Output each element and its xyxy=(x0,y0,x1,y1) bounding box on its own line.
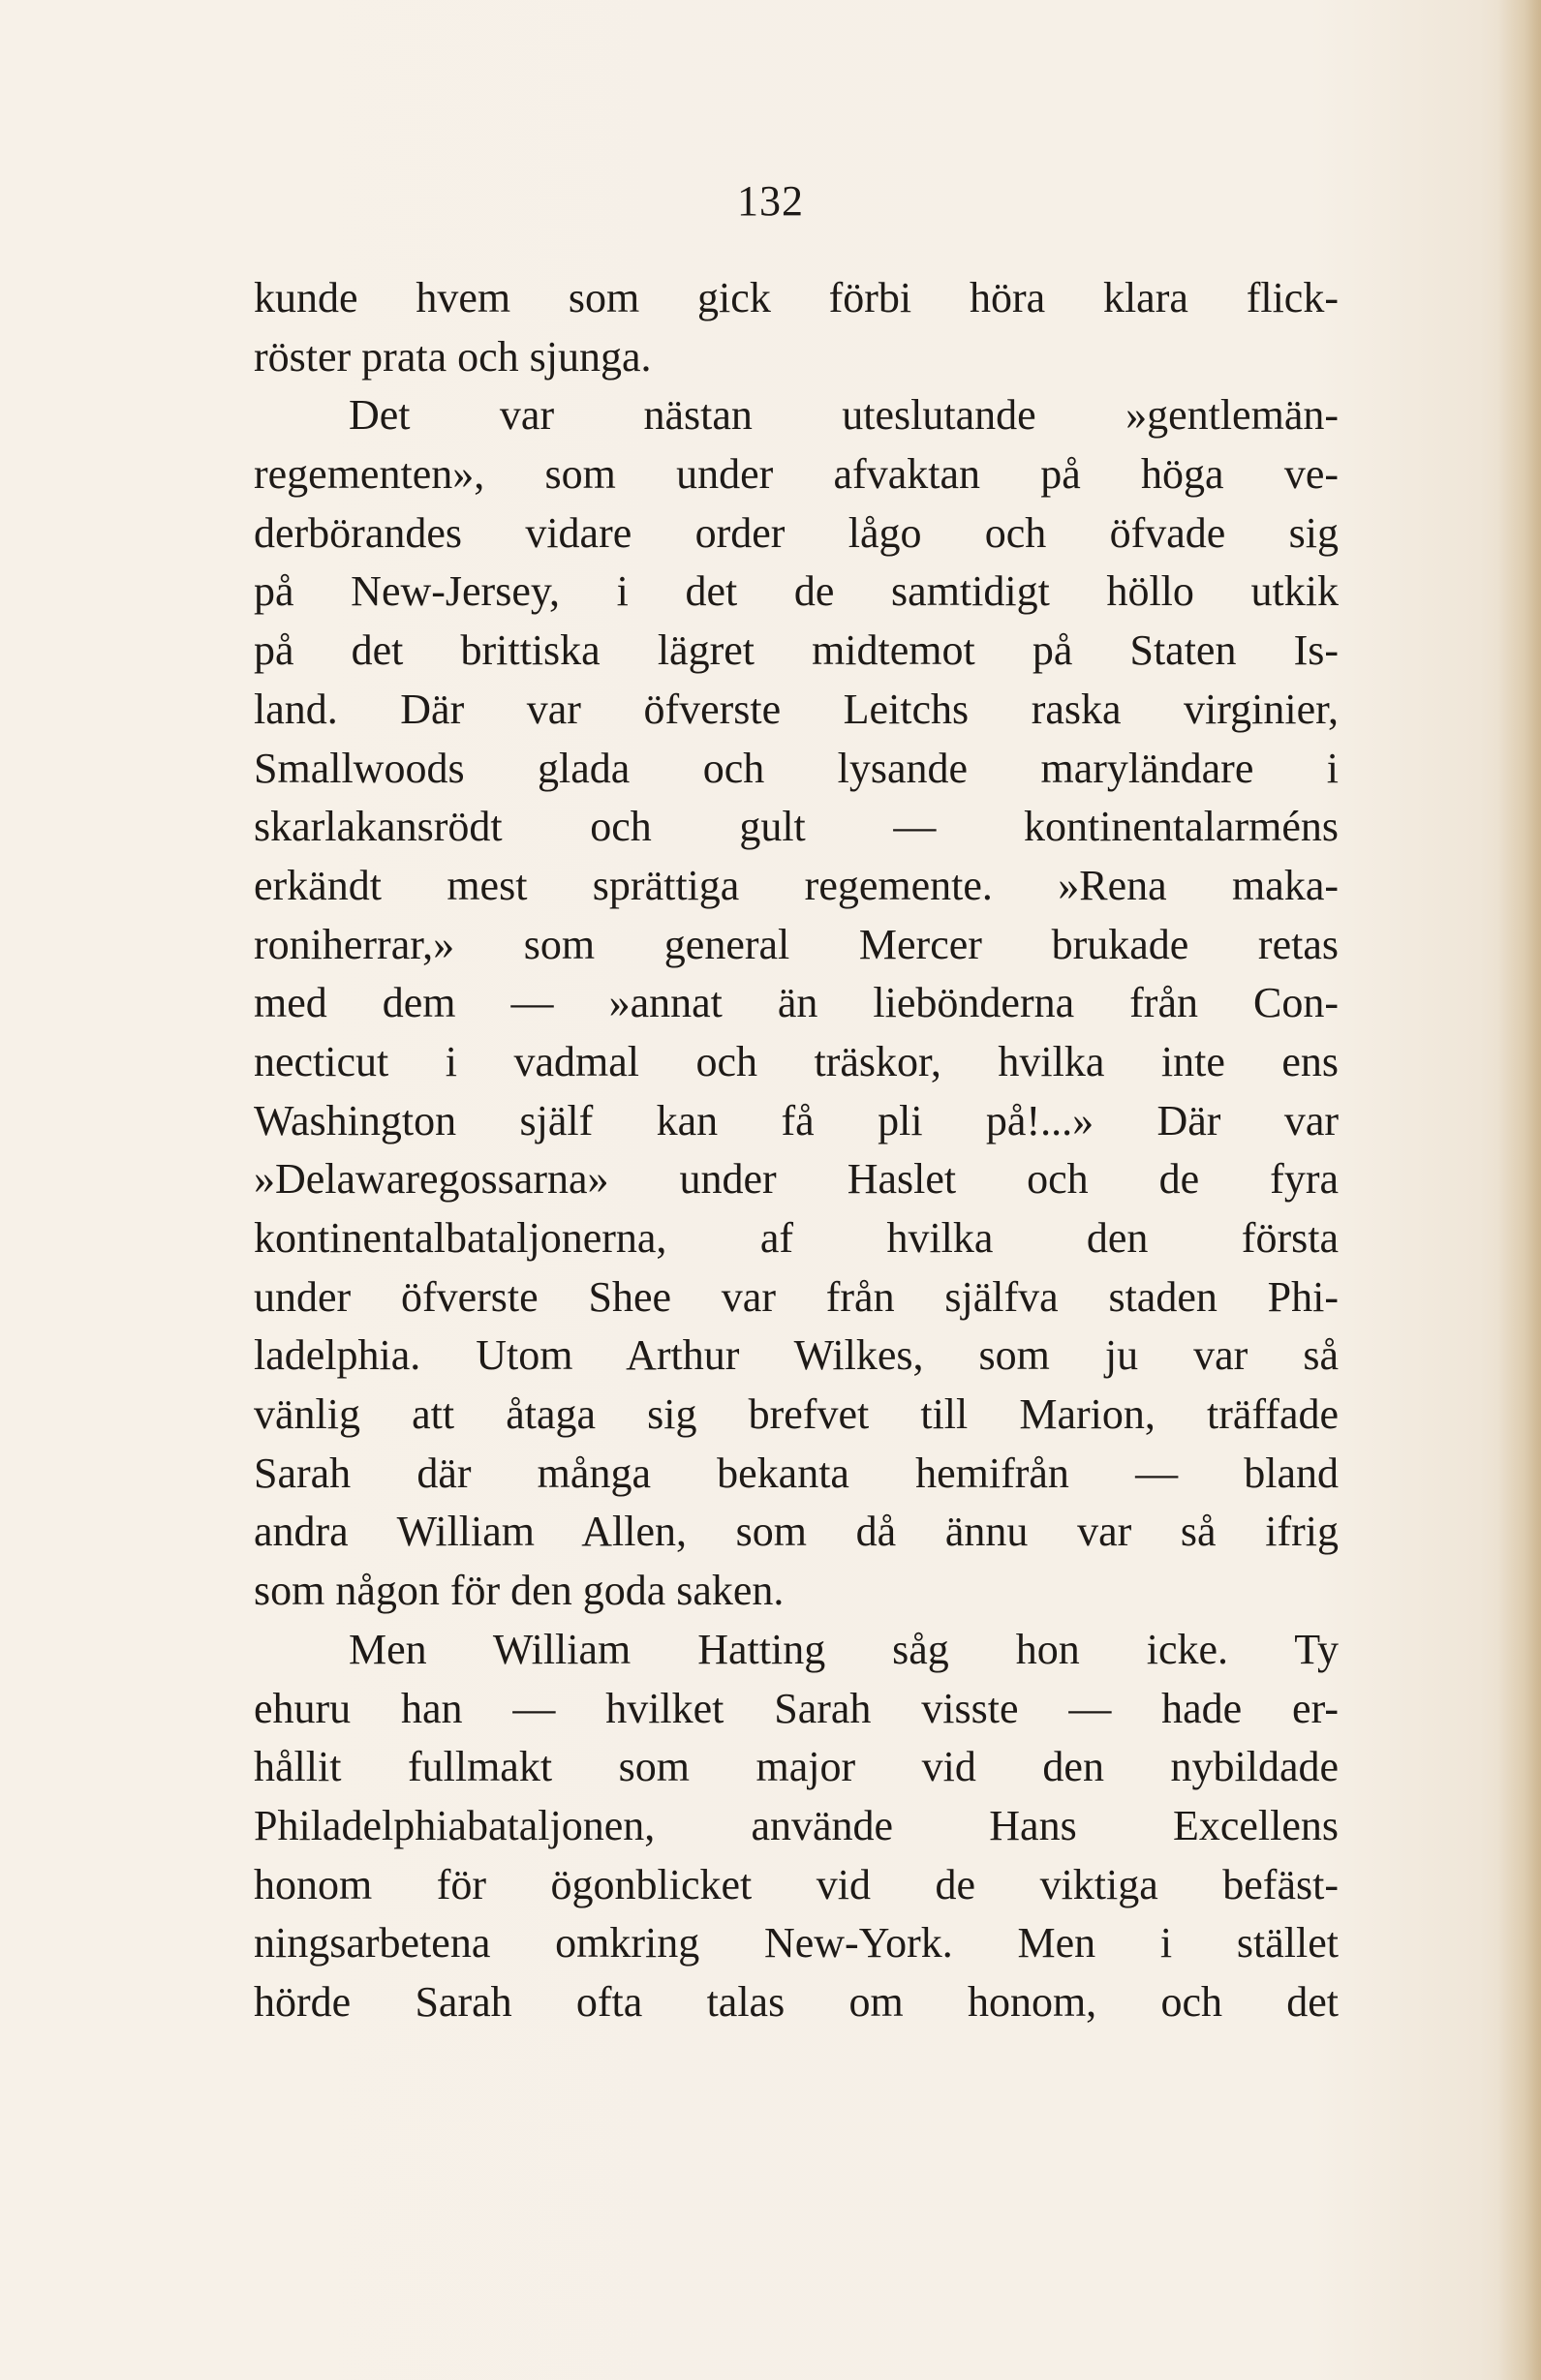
text-line: med dem — »annat än liebönderna från Con- xyxy=(254,979,1339,1027)
text-line: andra William Allen, som då ännu var så ifrig xyxy=(254,1508,1339,1556)
text-line: kunde hvem som gick förbi höra klara flick- xyxy=(254,274,1339,321)
text-line: på det brittiska lägret midtemot på Staten Is- xyxy=(254,626,1339,675)
text-line: necticut i vadmal och träskor, hvilka inte ens xyxy=(254,1037,1339,1085)
text-line: hörde Sarah ofta talas om honom, och det xyxy=(254,1977,1339,2026)
text-line: regementen», som under afvaktan på höga ve- xyxy=(254,450,1339,499)
text-line: Sarah där många bekanta hemifrån — bland xyxy=(254,1449,1339,1497)
text-line: Smallwoods glada och lysande maryländare i xyxy=(254,744,1339,792)
text-line: skarlakansrödt och gult — kontinentalarméns xyxy=(254,803,1339,851)
text-line: kontinentalbataljonerna, af hvilka den första xyxy=(254,1214,1339,1262)
text-line: derbörandes vidare order lågo och öfvade sig xyxy=(254,508,1339,557)
text-line: erkändt mest sprättiga regemente. »Rena maka- xyxy=(254,861,1339,909)
text-line: på New-Jersey, i det de samtidigt höllo utkik xyxy=(254,567,1339,616)
text-line: som någon för den goda saken. xyxy=(254,1567,785,1615)
text-line: Men William Hatting såg hon icke. Ty xyxy=(349,1625,1339,1673)
body-text xyxy=(254,269,1339,2032)
text-line: vänlig att åtaga sig brefvet till Marion, träffade xyxy=(254,1390,1339,1439)
text-line: »Delawaregossarna» under Haslet och de fyra xyxy=(254,1155,1339,1204)
text-line: Det var nästan uteslutande »gentlemän- xyxy=(349,391,1339,440)
text-line: röster prata och sjunga. xyxy=(254,332,652,381)
text-line: roniherrar,» som general Mercer brukade retas xyxy=(254,920,1339,968)
text-line: land. Där var öfverste Leitchs raska virginier, xyxy=(254,685,1339,733)
text-line: honom för ögonblicket vid de viktiga befäst- xyxy=(254,1860,1339,1908)
text-line: hållit fullmakt som major vid den nybildade xyxy=(254,1743,1339,1791)
text-line: Washington själf kan få pli på!...» Där var xyxy=(254,1096,1339,1144)
page-edge-shading xyxy=(1498,0,1541,2380)
text-line: ladelphia. Utom Arthur Wilkes, som ju var så xyxy=(254,1331,1339,1380)
text-line: Philadelphiabataljonen, använde Hans Excellens xyxy=(254,1801,1339,1849)
text-line: under öfverste Shee var från själfva staden Phi- xyxy=(254,1272,1339,1321)
text-line: ningsarbetena omkring New-York. Men i stället xyxy=(254,1919,1339,1968)
page-number: 132 xyxy=(737,177,804,225)
text-line: ehuru han — hvilket Sarah visste — hade er- xyxy=(254,1684,1339,1732)
